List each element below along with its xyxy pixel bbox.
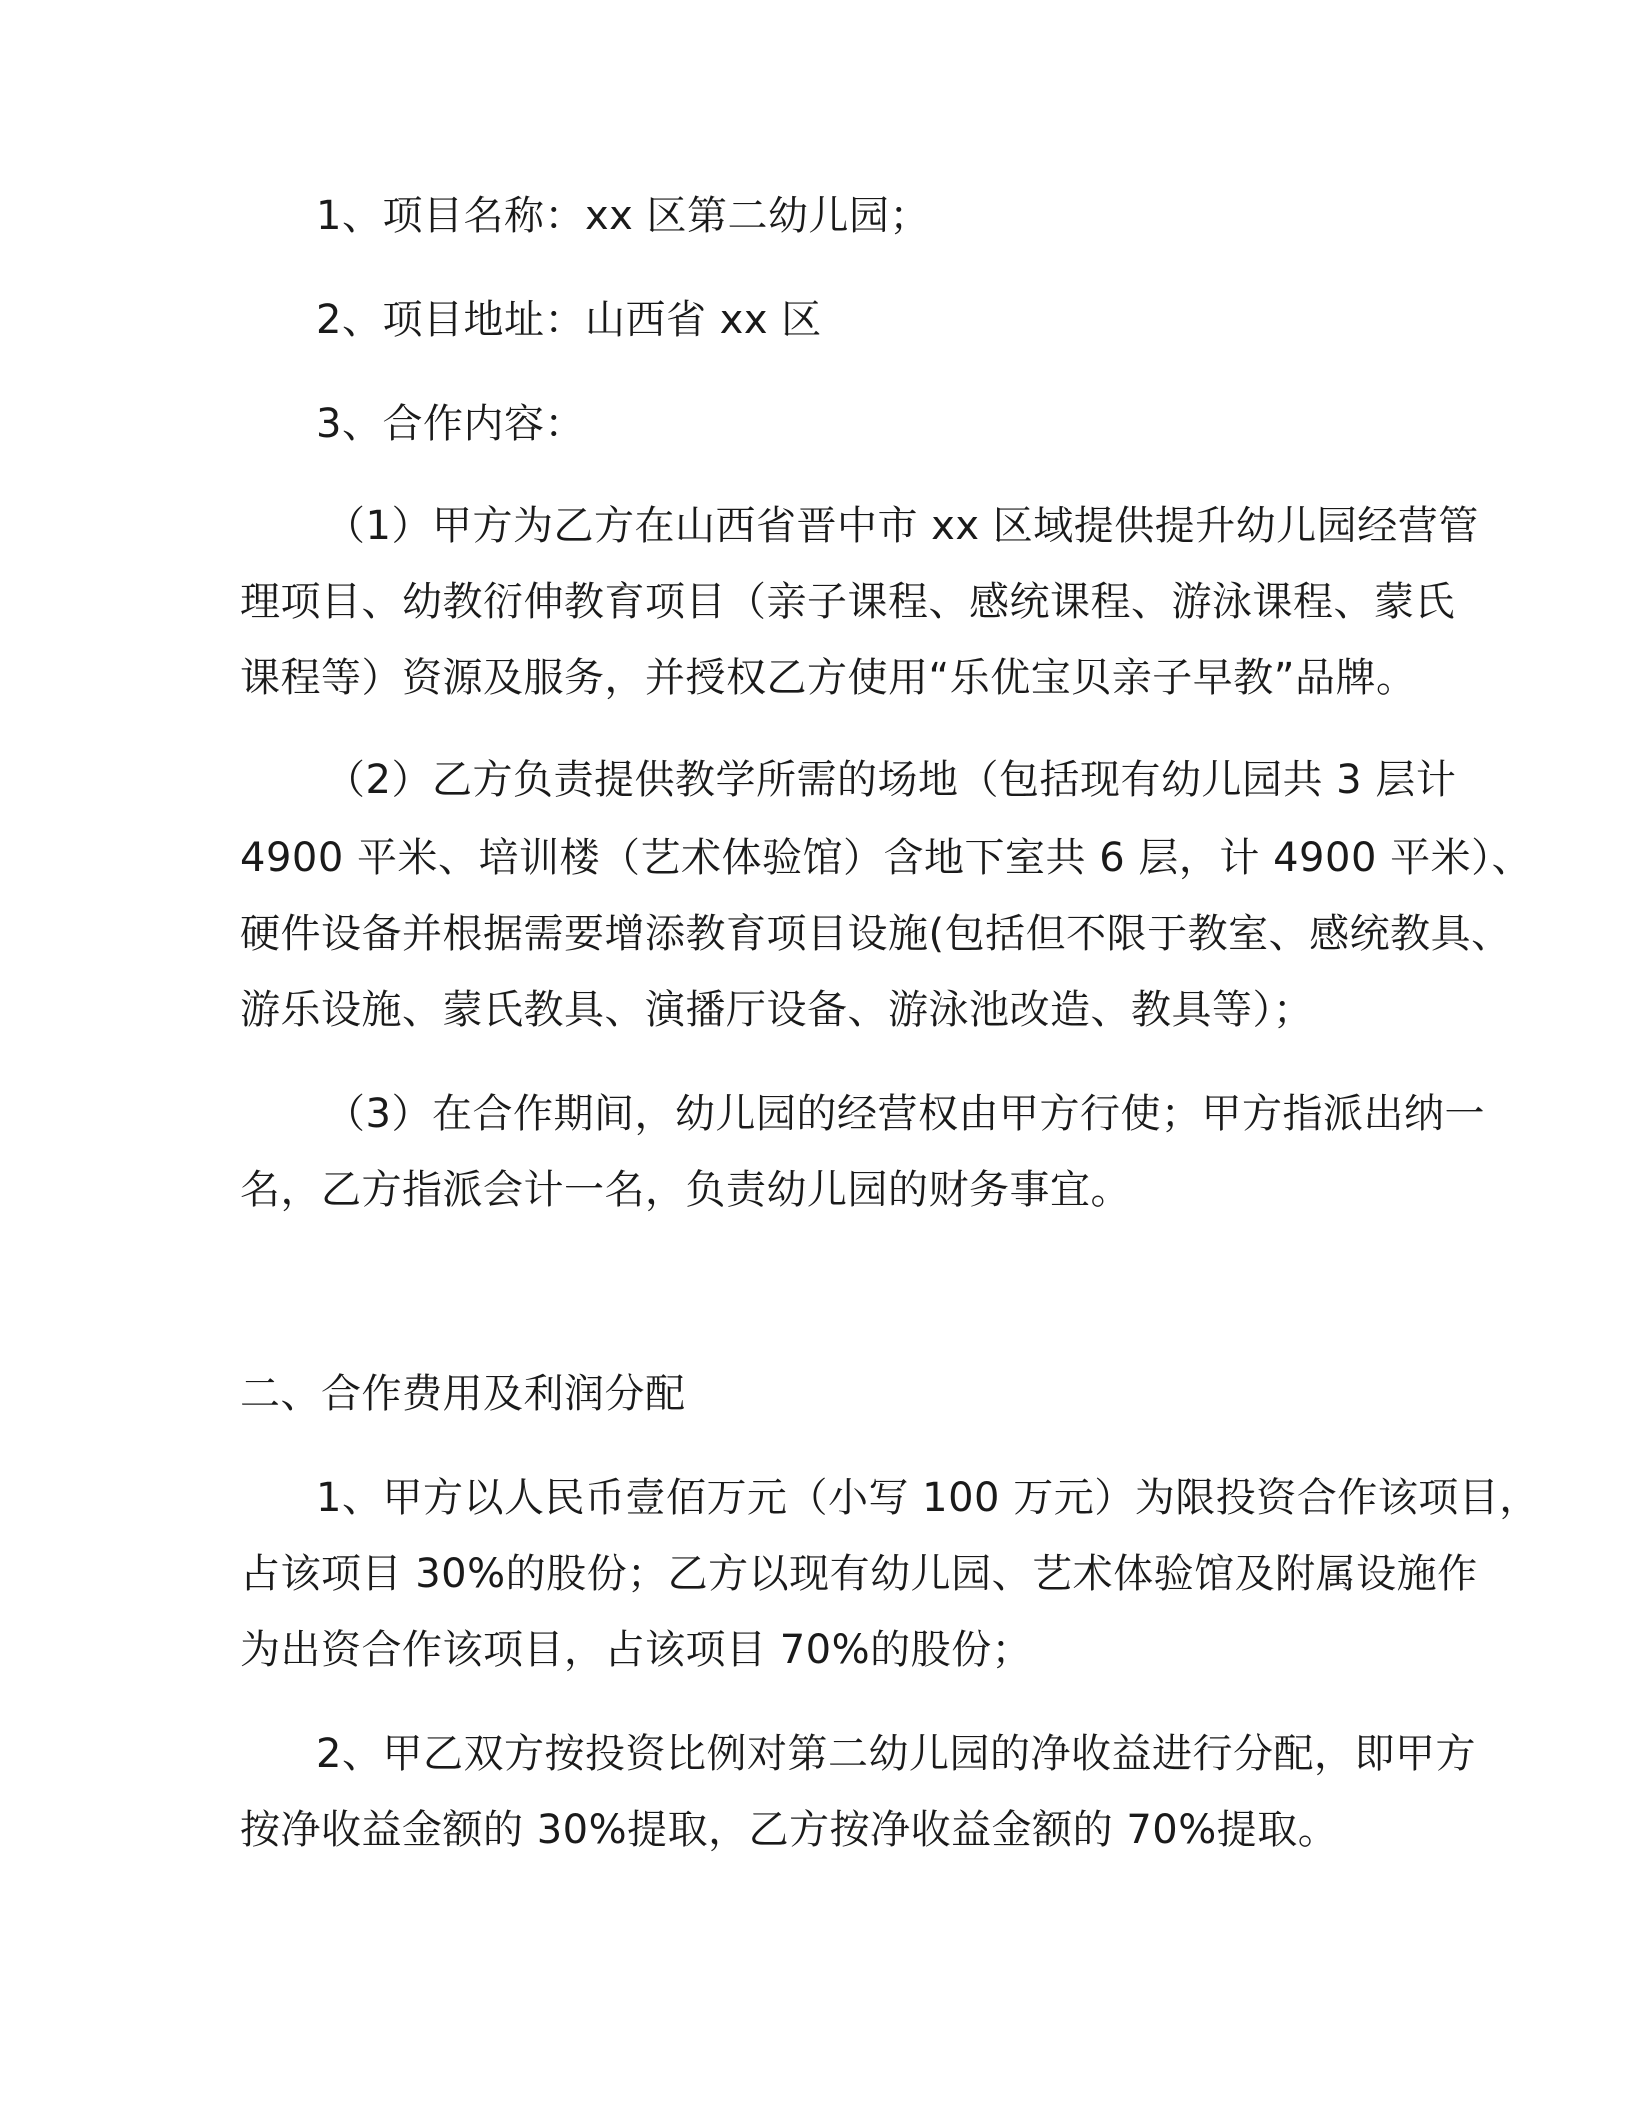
paragraph-line: （1）甲方为乙方在山西省晋中市 xx 区域提供提升幼儿园经营管 <box>325 503 1479 549</box>
paragraph-line: 1、甲方以人民币壹佰万元（小写 100 万元）为限投资合作该项目， <box>316 1475 1540 1521</box>
paragraph-line: 4900 平米、培训楼（艺术体验馆）含地下室共 6 层，计 4900 平米）、 <box>240 835 1533 881</box>
item-project-address: 2、项目地址：山西省 xx 区 <box>316 297 822 343</box>
paragraph-line: 按净收益金额的 30%提取，乙方按净收益金额的 70%提取。 <box>240 1807 1339 1853</box>
paragraph-line: 占该项目 30%的股份；乙方以现有幼儿园、艺术体验馆及附属设施作 <box>240 1551 1478 1597</box>
paragraph-line: （3）在合作期间，幼儿园的经营权由甲方行使；甲方指派出纳一 <box>325 1091 1485 1137</box>
paragraph-line: 2、甲乙双方按投资比例对第二幼儿园的净收益进行分配，即甲方 <box>316 1731 1476 1777</box>
paragraph-line: 硬件设备并根据需要增添教育项目设施(包括但不限于教室、感统教具、 <box>240 911 1512 957</box>
section-heading: 二、合作费用及利润分配 <box>240 1371 686 1417</box>
paragraph-line: 课程等）资源及服务，并授权乙方使用“乐优宝贝亲子早教”品牌。 <box>240 655 1417 701</box>
item-cooperation-content: 3、合作内容： <box>316 401 585 447</box>
paragraph-line: 名，乙方指派会计一名，负责幼儿园的财务事宜。 <box>240 1167 1131 1213</box>
paragraph-line: 游乐设施、蒙氏教具、演播厅设备、游泳池改造、教具等）； <box>240 987 1314 1033</box>
item-project-name: 1、项目名称：xx 区第二幼儿园； <box>316 193 931 239</box>
paragraph-line: 为出资合作该项目，占该项目 70%的股份； <box>240 1627 1033 1673</box>
paragraph-line: （2）乙方负责提供教学所需的场地（包括现有幼儿园共 3 层计 <box>325 757 1457 803</box>
paragraph-line: 理项目、幼教衍伸教育项目（亲子课程、感统课程、游泳课程、蒙氏 <box>240 579 1455 625</box>
